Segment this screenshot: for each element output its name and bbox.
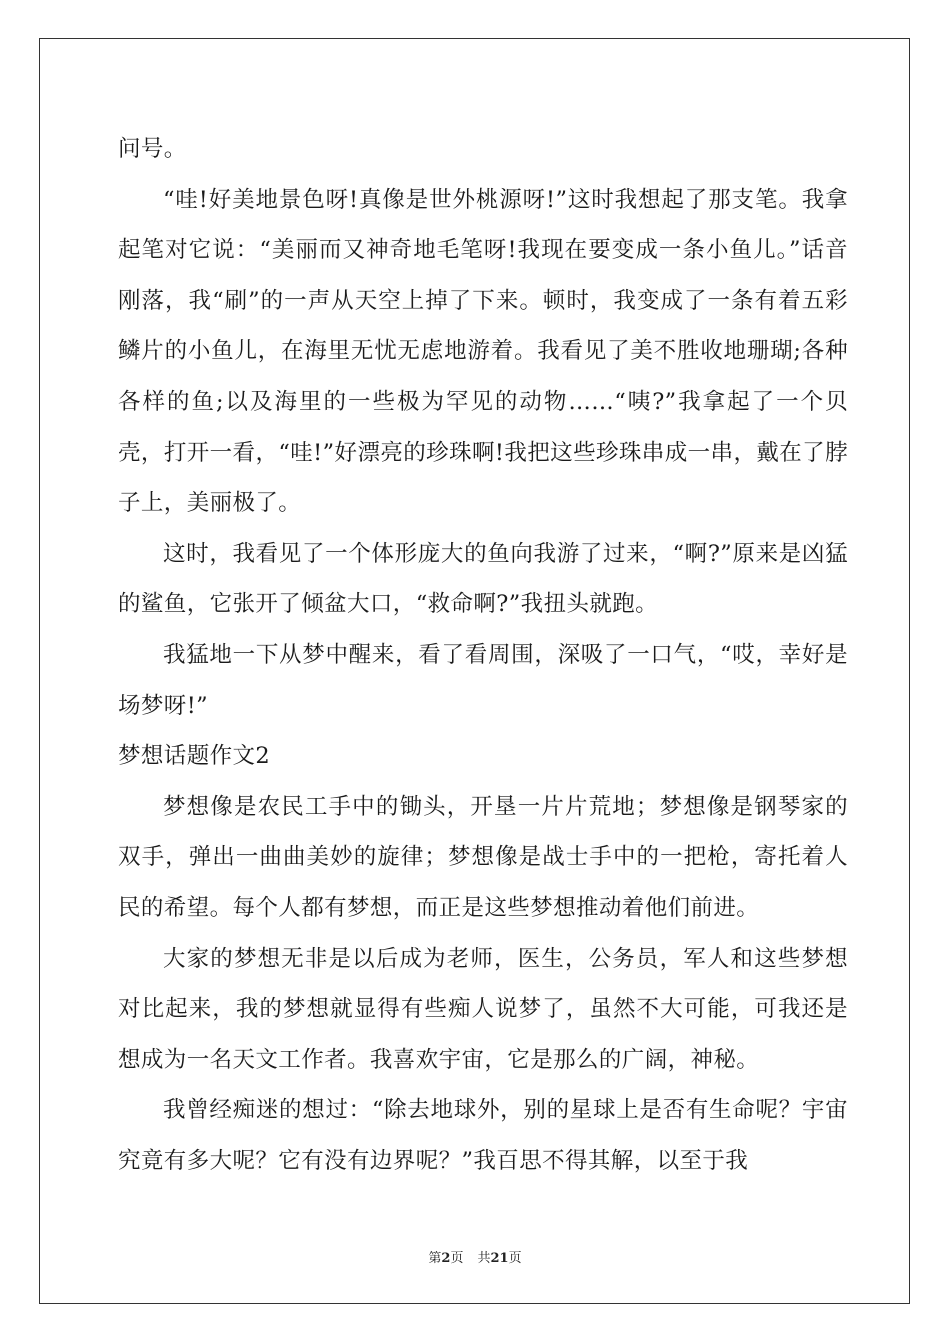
paragraph: 大家的梦想无非是以后成为老师，医生，公务员，军人和这些梦想对比起来，我的梦想就显得有些痴人说梦了，虽然不大可能，可我还是想成为一名天文工作者。我喜欢宇宙，它是那么的广阔，神秘。 <box>118 945 848 1073</box>
document-body <box>118 124 848 1186</box>
paragraph: 我曾经痴迷的想过：“除去地球外，别的星球上是否有生命呢？宇宙究竟有多大呢？它有没有边界呢？”我百思不得其解，以至于我 <box>118 1097 848 1174</box>
total-suffix: 页 <box>508 1251 522 1266</box>
paragraph: 这时，我看见了一个体形庞大的鱼向我游了过来，“啊?”原来是凶猛的鲨鱼，它张开了倾盆大口，“救命啊?”我扭头就跑。 <box>118 540 848 618</box>
section-heading: 梦想话题作文2 <box>118 743 271 770</box>
total-prefix: 共 <box>477 1251 491 1266</box>
paragraph: 问号。 <box>118 136 187 162</box>
page-prefix: 第 <box>428 1251 442 1266</box>
paragraph: 我猛地一下从梦中醒来，看了看周围，深吸了一口气，“哎，幸好是场梦呀!” <box>118 641 848 719</box>
total-pages: 21 <box>490 1251 509 1266</box>
paragraph: 梦想像是农民工手中的锄头，开垦一片片荒地；梦想像是钢琴家的双手，弹出一曲曲美妙的旋律；梦想像是战士手中的一把枪，寄托着人民的希望。每个人都有梦想，而正是这些梦想推动着他们前进。 <box>118 793 848 921</box>
paragraph: “哇!好美地景色呀!真像是世外桃源呀!”这时我想起了那支笔。我拿起笔对它说：“美丽而又神奇地毛笔呀!我现在要变成一条小鱼儿。”话音刚落，我“刷”的一声从天空上掉了下来。顿时，我变成了一条有着五彩鳞片的小鱼儿，在海里无忧无虑地游着。我看见了美不胜收地珊瑚;各种各样的鱼;以及海里的一些极为罕见的动物……“咦?”我拿起了一个贝壳，打开一看，“哇!”好漂亮的珍珠啊!我把这些珍珠串成一串，戴在了脖子上，美丽极了。 <box>118 186 848 517</box>
page-footer <box>0 1247 950 1266</box>
page-suffix: 页 <box>450 1251 464 1266</box>
page-number: 2 <box>441 1251 451 1266</box>
